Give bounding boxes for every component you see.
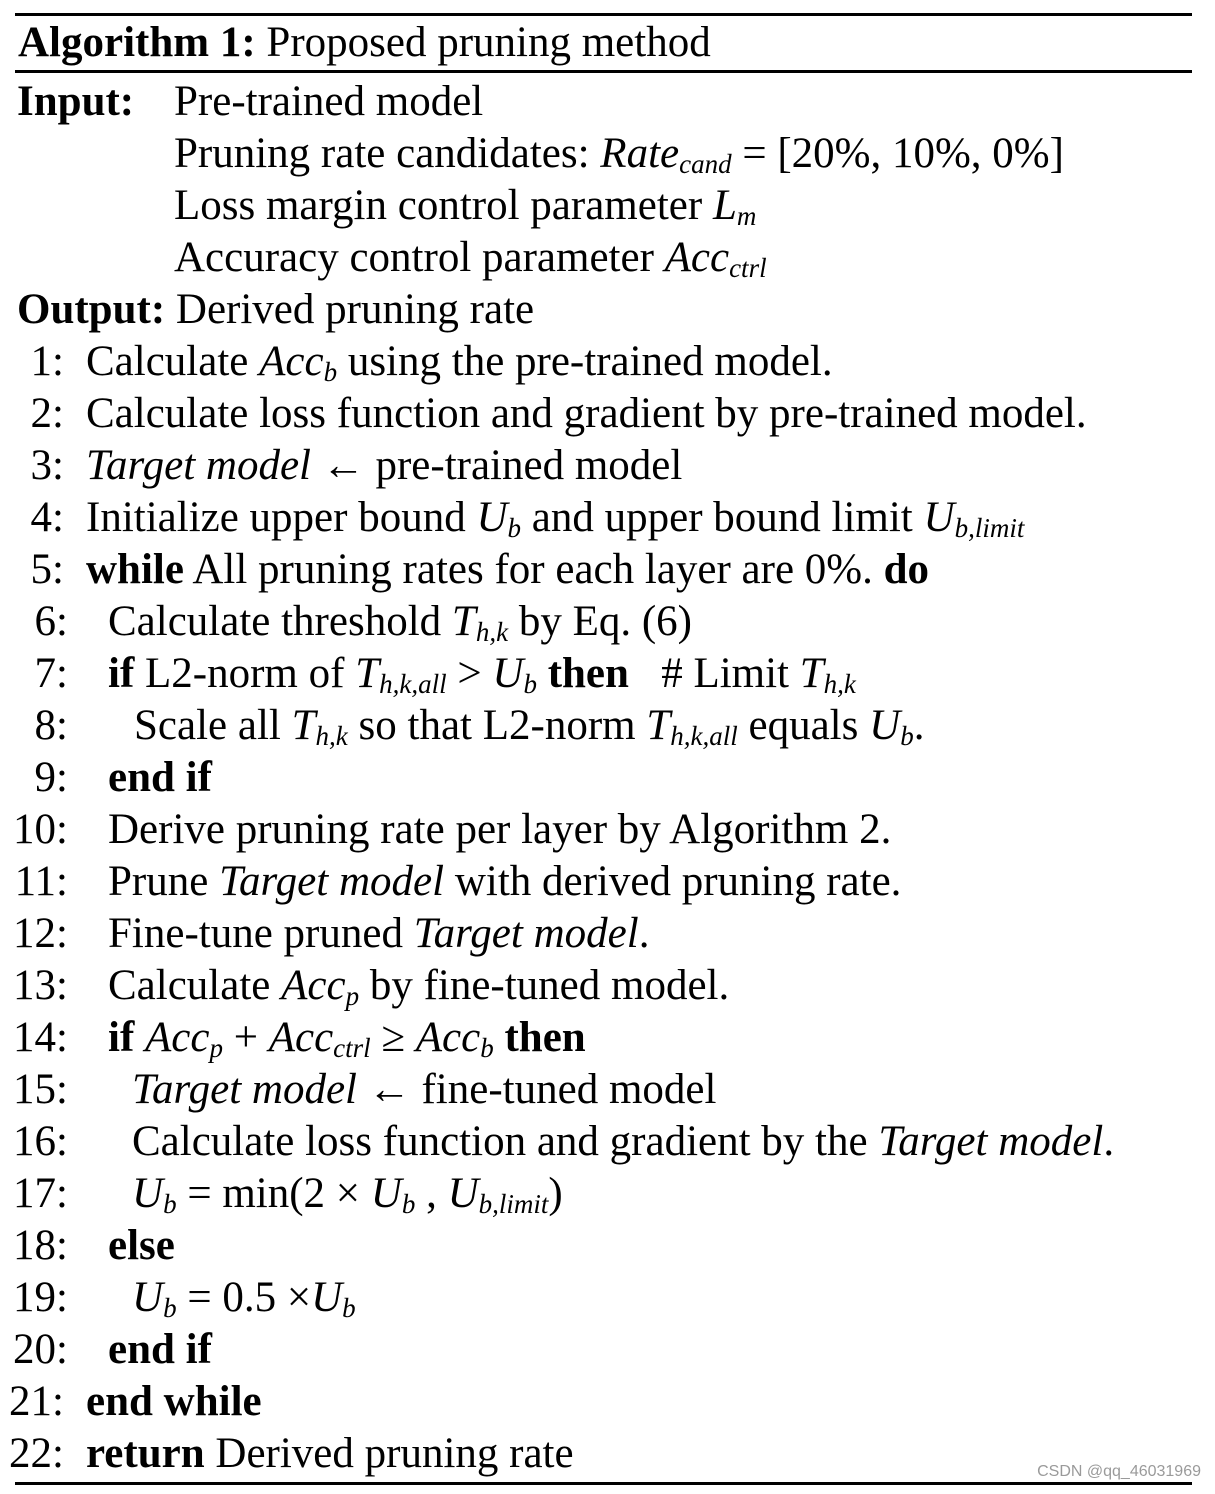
algorithm-label: Algorithm 1: <box>18 19 256 66</box>
line-text: while All pruning rates for each layer are 0%. do <box>86 546 930 593</box>
line-text: end if <box>108 754 212 801</box>
line-number: 12: <box>13 910 68 957</box>
line-text: Target model ← fine-tuned model <box>132 1066 717 1113</box>
watermark: CSDN @qq_46031969 <box>1037 1463 1201 1480</box>
line-number: 1: <box>30 338 64 385</box>
line-number: 2: <box>30 390 64 437</box>
line-number: 19: <box>13 1274 68 1321</box>
line-text: Fine-tune pruned Target model. <box>108 910 650 957</box>
algorithm-title <box>18 17 711 69</box>
line-text: Calculate threshold $T_{h,k}$ by Eq. (6) <box>108 598 692 647</box>
line-text: Target model ← pre-trained model <box>86 442 683 489</box>
line-text: if L2-norm of $T_{h,k,all} > U_b$ then # Limit $T_{h,k}$ <box>108 650 856 699</box>
line-number: 22: <box>9 1430 64 1477</box>
line-text: $U_b = 0.5 \times U_b$ <box>132 1274 356 1323</box>
bottom-rule <box>15 1482 1192 1485</box>
line-number: 13: <box>13 962 68 1009</box>
top-rule <box>15 13 1192 16</box>
line-text: Calculate Acc$_p$ by fine-tuned model. <box>108 962 730 1011</box>
title-rule <box>15 70 1192 73</box>
line-text: end if <box>108 1326 212 1373</box>
line-number: 7: <box>34 650 68 697</box>
line-number: 5: <box>30 546 64 593</box>
line-text: $U_b = \min(2 \times U_b$ , $U_{b,limit}$) <box>132 1170 563 1219</box>
line-number: 17: <box>13 1170 68 1217</box>
line-text: if Acc$_p$ + Acc$_{ctrl}$ ≥ Acc$_b$ then <box>108 1014 586 1063</box>
line-number: 10: <box>13 806 68 853</box>
input-item-4: Accuracy control parameter Acc$_{ctrl}$ <box>174 234 767 283</box>
line-text: Calculate loss function and gradient by the Target model. <box>132 1118 1115 1165</box>
line-text: Derive pruning rate per layer by Algorithm 2. <box>108 806 892 853</box>
input-label: Input: <box>17 78 135 125</box>
line-text: Scale all $T_{h,k}$ so that L2-norm $T_{h,k,all}$ equals $U_b$. <box>134 702 925 751</box>
line-number: 15: <box>13 1066 68 1113</box>
line-text: Calculate loss function and gradient by pre-trained model. <box>86 390 1087 437</box>
input-item-2: Pruning rate candidates: Rate$_{cand}$ = [20%, 10%, 0%] <box>174 130 1064 179</box>
input-item-3: Loss margin control parameter $L_m$ <box>174 182 757 231</box>
line-number: 21: <box>9 1378 64 1425</box>
line-text: Calculate Acc$_b$ using the pre-trained model. <box>86 338 833 387</box>
input-item-1: Pre-trained model <box>174 78 484 125</box>
line-number: 8: <box>34 702 68 749</box>
line-number: 6: <box>34 598 68 645</box>
line-text: else <box>108 1222 175 1269</box>
line-number: 16: <box>13 1118 68 1165</box>
line-number: 4: <box>30 494 64 541</box>
line-text: end while <box>86 1378 262 1425</box>
output-text: Derived pruning rate <box>175 286 535 333</box>
algorithm-name: Proposed pruning method <box>266 19 711 66</box>
line-number: 20: <box>13 1326 68 1373</box>
output-label: Output: <box>17 286 166 333</box>
line-number: 11: <box>14 858 68 905</box>
line-text: Prune Target model with derived pruning rate. <box>108 858 902 905</box>
line-text: return Derived pruning rate <box>86 1430 574 1477</box>
line-number: 9: <box>34 754 68 801</box>
line-text: Initialize upper bound $U_b$ and upper bound limit $U_{b,limit}$ <box>86 494 1025 543</box>
line-number: 3: <box>30 442 64 489</box>
line-number: 18: <box>13 1222 68 1269</box>
line-number: 14: <box>13 1014 68 1061</box>
